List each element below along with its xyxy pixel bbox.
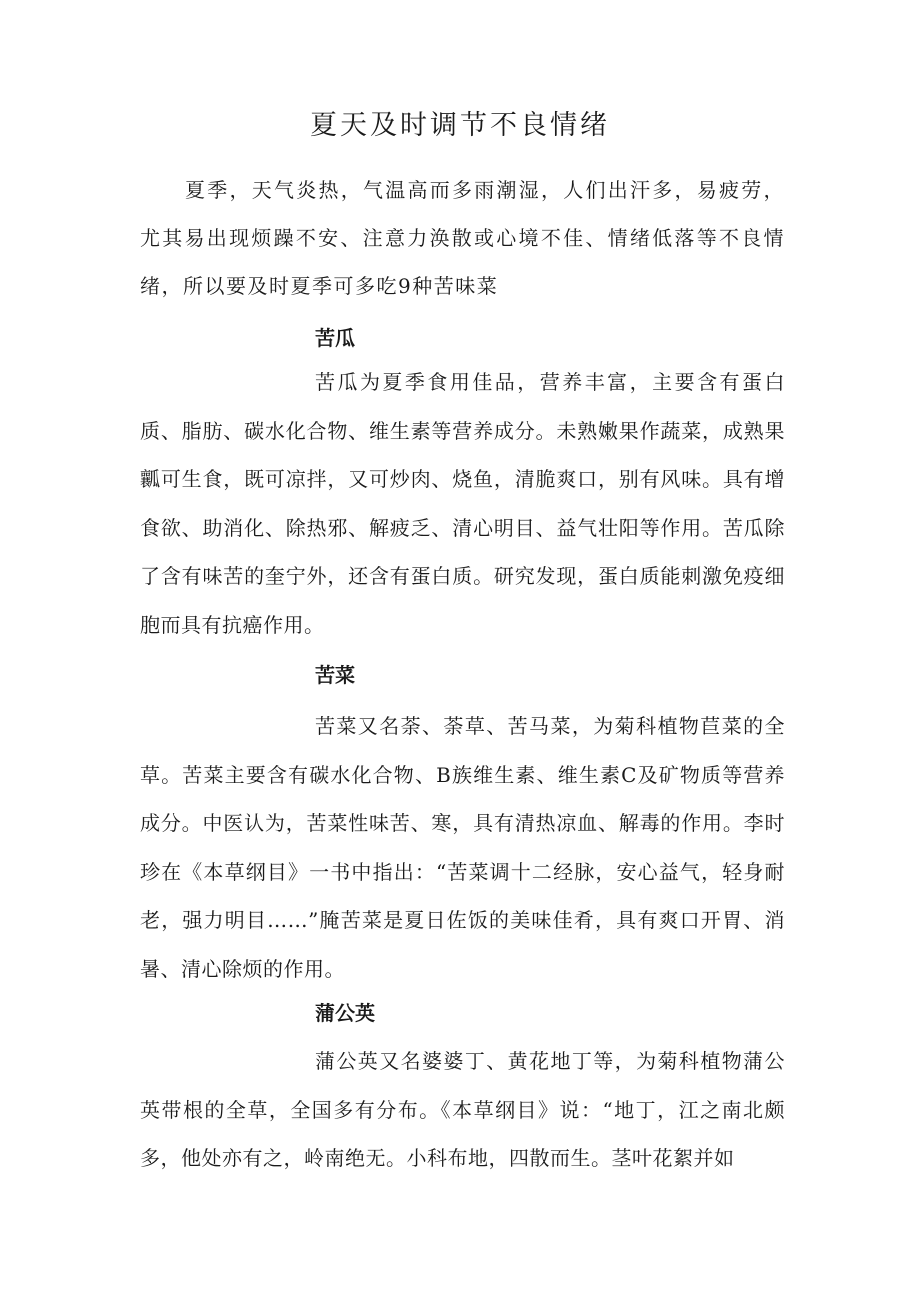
- section-heading-bitter-melon: 苦瓜: [315, 326, 355, 350]
- section-heading-dandelion: 蒲公英: [315, 1001, 375, 1025]
- section-heading-bitter-herb: 苦菜: [315, 663, 355, 687]
- section-body-bitter-melon: 苦瓜为夏季食用佳品，营养丰富，主要含有蛋白质、脂肪、碳水化合物、维生素等营养成分。未熟嫩果作蔬菜，成熟果瓤可生食，既可凉拌，又可炒肉、烧鱼，清脆爽口，别有风味。具有增食欲、助消化、除热邪、解疲乏、清心明目、益气壮阳等作用。苦瓜除了含有味苦的奎宁外，还含有蛋白质。研究发现，蛋白质能刺激免疫细胞而具有抗癌作用。: [140, 370, 785, 637]
- section-body-bitter-herb: 苦菜又名荼、荼草、苦马菜，为菊科植物苣菜的全草。苦菜主要含有碳水化合物、B族维生素、维生素C及矿物质等营养成分。中医认为，苦菜性味苦、寒，具有清热凉血、解毒的作用。李时珍在《本草纲目》一书中指出：“苦菜调十二经脉，安心益气，轻身耐老，强力明目……”腌苦菜是夏日佐饭的美味佳肴，具有爽口开胃、消暑、清心除烦的作用。: [140, 714, 785, 981]
- section-body-dandelion: 蒲公英又名婆婆丁、黄花地丁等，为菊科植物蒲公英带根的全草，全国多有分布。《本草纲目》说：“地丁，江之南北颇多，他处亦有之，岭南绝无。小科布地，四散而生。茎叶花絮并如: [140, 1049, 785, 1170]
- intro-paragraph: 夏季，天气炎热，气温高而多雨潮湿，人们出汗多，易疲劳，尤其易出现烦躁不安、注意力涣散或心境不佳、情绪低落等不良情绪，所以要及时夏季可多吃9种苦味菜: [140, 178, 785, 298]
- document-title: 夏天及时调节不良情绪: [310, 110, 610, 141]
